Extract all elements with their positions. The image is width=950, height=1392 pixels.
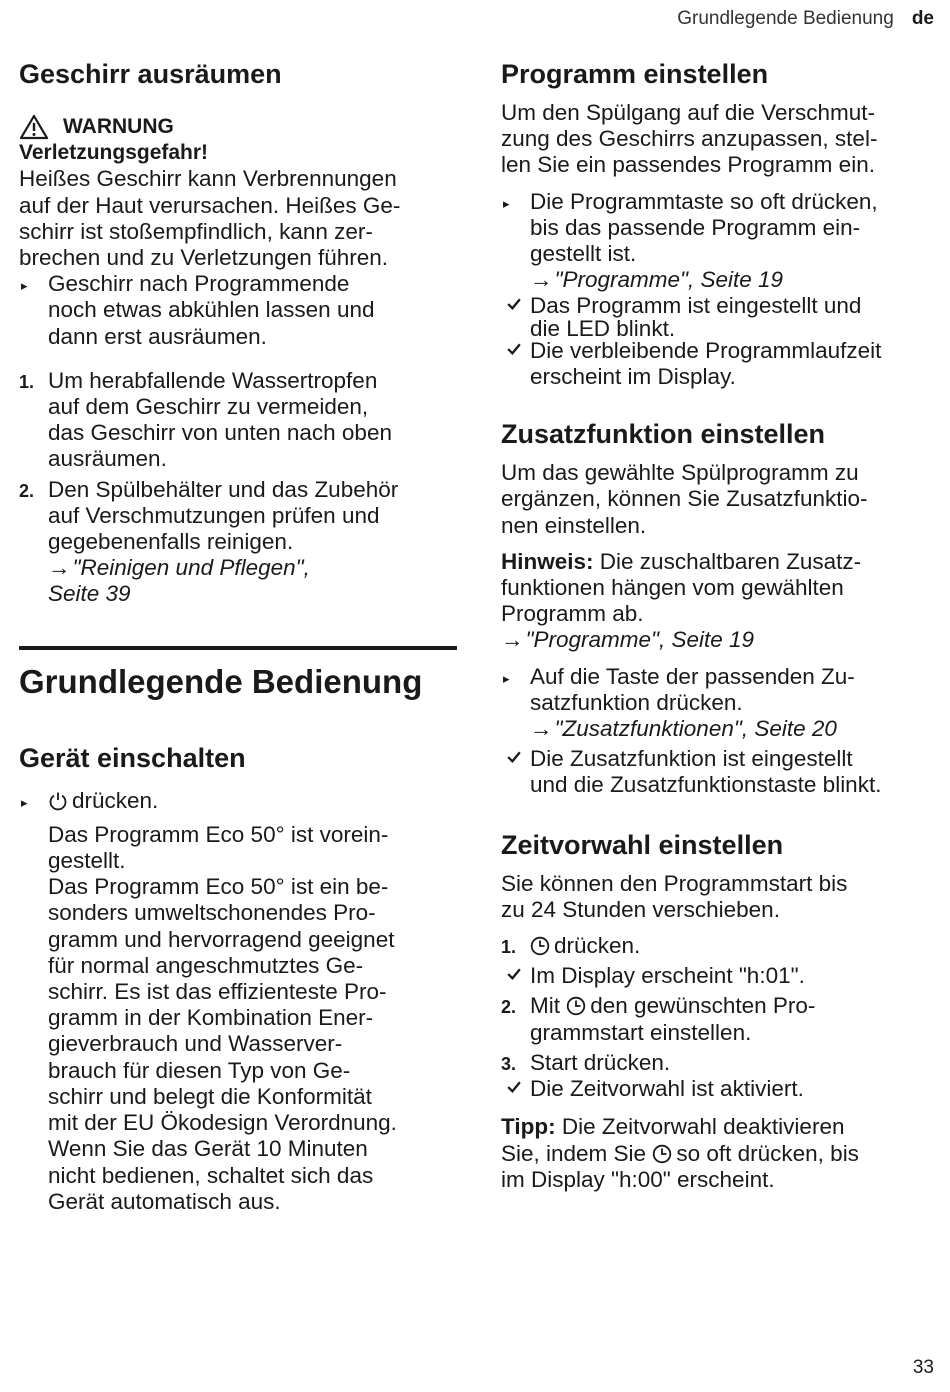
warning-action-line: noch etwas abkühlen lassen und: [48, 297, 375, 323]
description-line: schirr. Es ist das effizienteste Pro-: [48, 979, 387, 1005]
action-line: Die Programmtaste so oft drücken,: [530, 188, 878, 214]
arrow-right-icon: →: [530, 267, 553, 293]
step-line: Den Spülbehälter und das Zubehör: [48, 476, 399, 502]
reference-text: "Programme", Seite 19: [554, 267, 784, 293]
action-item-zusatz: [501, 664, 939, 743]
triangle-bullet-icon: ▸: [503, 670, 510, 686]
warning-heading: [19, 114, 457, 140]
header-language: de: [911, 8, 934, 29]
warning-action-item: [19, 271, 457, 350]
arrow-right-icon: →: [48, 555, 71, 581]
warning-label: WARNUNG: [63, 115, 174, 138]
warning-line: brechen und zu Verletzungen führen.: [19, 245, 389, 271]
header-section: Grundlegende Bedienung: [677, 8, 894, 29]
intro-line: nen einstellen.: [501, 512, 647, 538]
clock-icon: [566, 996, 586, 1016]
heading-geschirr-ausraeumen: Geschirr ausräumen: [19, 59, 282, 89]
result-line: Die verbleibende Programmlaufzeit: [530, 337, 882, 363]
reference-text: "Programme", Seite 19: [525, 627, 755, 653]
description-line: schirr und belegt die Konformität: [48, 1083, 372, 1109]
warning-action-line: Geschirr nach Programmende: [48, 271, 350, 297]
intro-line: ergänzen, können Sie Zusatzfunktio-: [501, 486, 868, 512]
intro-line: zung des Geschirrs anzupassen, stel-: [501, 126, 878, 152]
cross-reference-page[interactable]: Seite 39: [48, 581, 131, 607]
step-line: gegebenenfalls reinigen.: [48, 529, 294, 555]
step-number: 1.: [501, 937, 517, 958]
arrow-right-icon: →: [501, 627, 524, 653]
result-line: erscheint im Display.: [530, 364, 736, 390]
result-line: Die Zeitvorwahl ist aktiviert.: [530, 1076, 804, 1102]
note-line: Programm ab.: [501, 601, 644, 627]
cross-reference-link[interactable]: [530, 267, 939, 293]
cross-reference-link[interactable]: [48, 555, 457, 581]
result-line: Das Programm ist eingestellt und: [530, 293, 862, 319]
warning-action-line: dann erst ausräumen.: [48, 323, 267, 349]
note-block: [501, 549, 939, 654]
description-line: mit der EU Ökodesign Verordnung.: [48, 1110, 397, 1136]
section-divider: [19, 646, 457, 650]
intro-line: Um das gewählte Spülprogramm zu: [501, 460, 859, 486]
result-line: Die Zusatzfunktion ist eingestellt: [530, 746, 853, 772]
tip-line: Die Zeitvorwahl deaktivieren: [561, 1114, 845, 1140]
reference-text: "Zusatzfunktionen", Seite 20: [554, 716, 837, 742]
description-line: Gerät automatisch aus.: [48, 1188, 281, 1214]
step-line: Um herabfallende Wassertropfen: [48, 367, 378, 393]
description-line: Das Programm Eco 50° ist vorein-: [48, 821, 389, 847]
checkmark-icon: [501, 965, 527, 982]
description-line: Das Programm Eco 50° ist ein be-: [48, 874, 389, 900]
action-text: drücken.: [72, 787, 159, 813]
checkmark-icon: [501, 748, 527, 765]
step-line: auf Verschmutzungen prüfen und: [48, 502, 380, 528]
description-line: nicht bedienen, schaltet sich das: [48, 1162, 374, 1188]
arrow-right-icon: →: [530, 716, 553, 742]
triangle-bullet-icon: ▸: [21, 278, 28, 294]
heading-zeitvorwahl-einstellen: Zeitvorwahl einstellen: [501, 829, 784, 860]
heading-geraet-einschalten: Gerät einschalten: [19, 742, 246, 773]
step-line: grammstart einstellen.: [530, 1019, 752, 1045]
list-item-step-2: [501, 993, 939, 1045]
step-number: 2.: [501, 997, 517, 1018]
result-line: die LED blinkt.: [530, 315, 676, 341]
note-line: funktionen hängen vom gewählten: [501, 575, 844, 601]
program-description: [19, 822, 457, 1215]
heading-zusatzfunktion-einstellen: Zusatzfunktion einstellen: [501, 419, 826, 450]
step-number: 3.: [501, 1053, 517, 1074]
power-icon: [48, 791, 68, 811]
result-item: [501, 338, 939, 390]
checkmark-icon: [501, 340, 527, 357]
tip-line: so oft drücken, bis: [676, 1140, 859, 1166]
intro-line: Sie können den Programmstart bis: [501, 870, 848, 896]
description-line: Wenn Sie das Gerät 10 Minuten: [48, 1136, 368, 1162]
clock-icon: [530, 936, 550, 956]
result-line: und die Zusatzfunktionstaste blinkt.: [530, 772, 882, 798]
warning-line: Heißes Geschirr kann Verbrennungen: [19, 166, 397, 192]
list-item-step-2: [19, 477, 457, 608]
warning-block: [19, 114, 457, 350]
intro-line: zu 24 Stunden verschieben.: [501, 896, 780, 922]
description-line: gieverbrauch und Wasserver-: [48, 1031, 343, 1057]
action-item-program: [501, 189, 939, 294]
warning-line: schirr ist stoßempfindlich, kann zer-: [19, 218, 373, 244]
step-number: 1.: [19, 371, 35, 392]
description-line: gramm und hervorragend geeignet: [48, 926, 395, 952]
action-line: bis das passende Programm ein-: [530, 214, 861, 240]
left-column: [19, 56, 457, 1215]
tip-line: Sie, indem Sie: [501, 1140, 647, 1166]
description-line: gestellt.: [48, 848, 126, 874]
description-line: für normal angeschmutztes Ge-: [48, 952, 364, 978]
result-item: [501, 746, 939, 798]
step-line: das Geschirr von unten nach oben: [48, 420, 392, 446]
list-item-step-3: [501, 1050, 939, 1076]
page-number: 33: [912, 1357, 934, 1378]
warning-line: auf der Haut verursachen. Heißes Ge-: [19, 192, 401, 218]
right-column: [501, 56, 939, 1193]
step-text: Mit: [530, 993, 560, 1019]
note-line: Die zuschaltbaren Zusatz-: [599, 548, 862, 574]
description-line: gramm in der Kombination Ener-: [48, 1005, 374, 1031]
result-item: [501, 963, 939, 989]
description-line: sonders umweltschonendes Pro-: [48, 900, 376, 926]
heading-programm-einstellen: Programm einstellen: [501, 59, 769, 89]
result-item: [501, 293, 939, 341]
tip-label: Tipp:: [501, 1114, 556, 1140]
tip-line: im Display "h:00" erscheint.: [501, 1166, 775, 1192]
step-line: auf dem Geschirr zu vermeiden,: [48, 394, 369, 420]
tip-block: [501, 1114, 939, 1193]
result-line: Im Display erscheint "h:01".: [530, 963, 805, 989]
checkmark-icon: [501, 1078, 527, 1095]
page-header: [677, 8, 934, 30]
cross-reference-link[interactable]: [501, 627, 939, 653]
action-line: gestellt ist.: [530, 241, 637, 267]
clock-icon: [652, 1144, 672, 1164]
step-line: ausräumen.: [48, 446, 167, 472]
start-key-label: Start: [530, 1049, 578, 1075]
action-item-power: [19, 788, 457, 814]
list-item-step-1: [19, 368, 457, 473]
description-line: brauch für diesen Typ von Ge-: [48, 1057, 351, 1083]
triangle-bullet-icon: ▸: [503, 195, 510, 211]
reference-text: "Reinigen und Pflegen",: [72, 555, 310, 581]
warning-triangle-icon: [19, 114, 49, 140]
step-text: drücken.: [554, 933, 641, 959]
warning-title: Verletzungsgefahr!: [19, 141, 209, 165]
intro-line: len Sie ein passendes Programm ein.: [501, 152, 875, 178]
note-label: Hinweis:: [501, 548, 594, 574]
list-item-step-1: [501, 933, 939, 959]
checkmark-icon: [501, 295, 527, 312]
heading-grundlegende-bedienung: Grundlegende Bedienung: [19, 662, 423, 700]
cross-reference-link[interactable]: [530, 716, 939, 742]
result-item: [501, 1076, 939, 1102]
triangle-bullet-icon: ▸: [21, 794, 28, 810]
action-line: satzfunktion drücken.: [530, 689, 743, 715]
intro-line: Um den Spülgang auf die Verschmut-: [501, 100, 875, 125]
step-text: den gewünschten Pro-: [590, 993, 816, 1019]
step-text: drücken.: [583, 1049, 671, 1075]
step-number: 2.: [19, 480, 35, 501]
action-line: Auf die Taste der passenden Zu-: [530, 663, 855, 689]
